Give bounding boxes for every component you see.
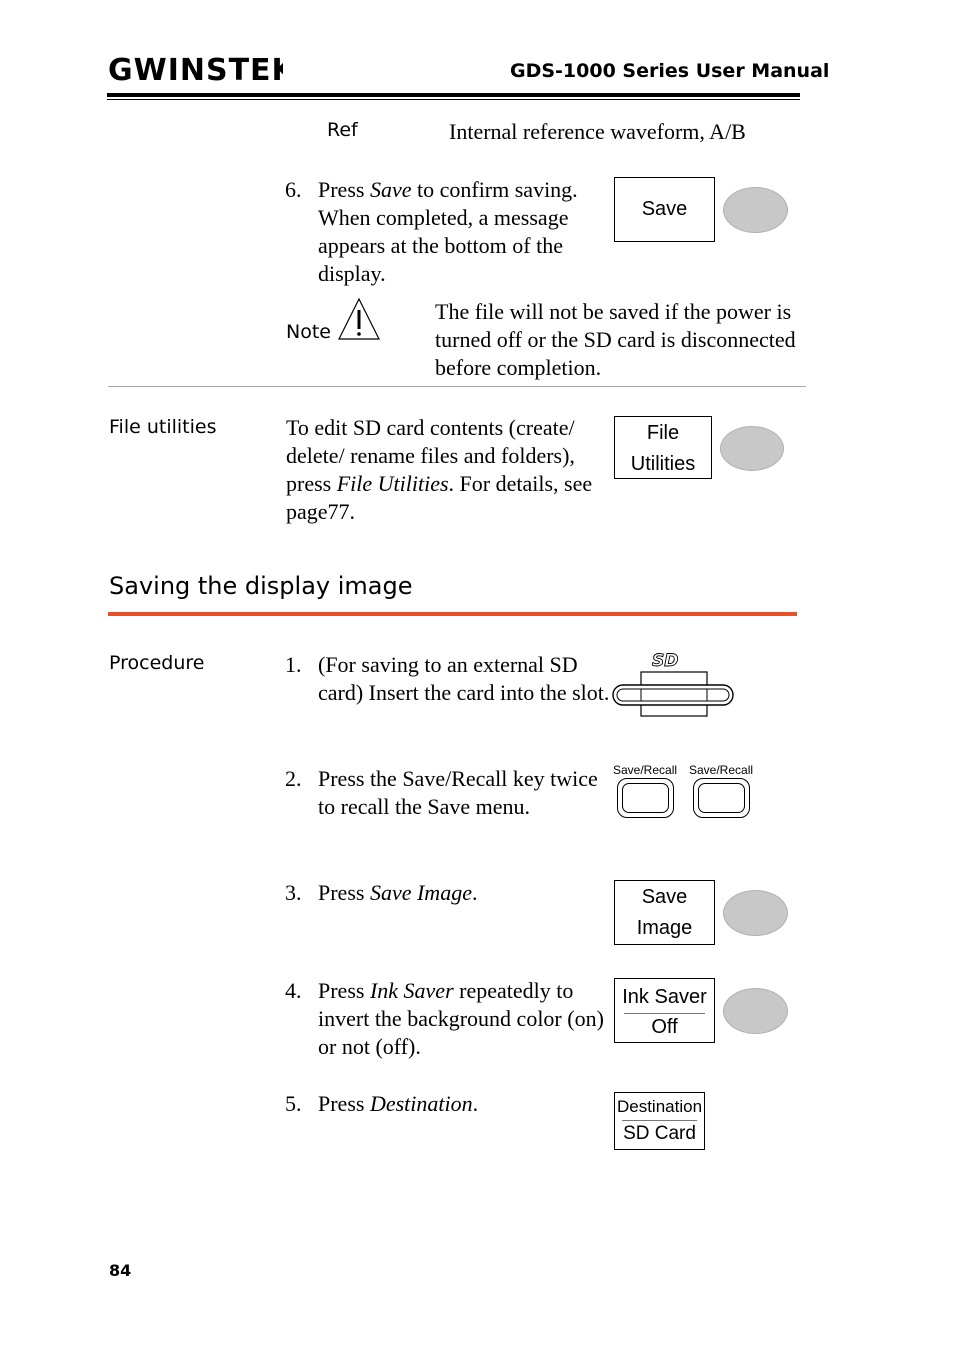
header-rule-thin [107, 99, 800, 100]
file-utilities-softkey-label: File Utilities [614, 416, 712, 479]
ink-saver-softkey-label: Ink Saver Off [614, 978, 715, 1043]
softkey-separator [622, 1120, 697, 1121]
svg-text:SD: SD [652, 651, 679, 671]
destination-softkey-label: Destination SD Card [614, 1092, 705, 1150]
step-number: 2. [285, 766, 302, 791]
ref-label: Ref [327, 119, 358, 141]
file-utilities-label: File utilities [109, 416, 217, 438]
step-text: (For saving to an external SD card) Insert the card into the slot. [318, 652, 610, 705]
save-softkey-button[interactable] [723, 187, 788, 233]
file-utilities-text: To edit SD card contents (create/ delete/ rename files and folders), press File Utilities. For details, see page77. [286, 415, 593, 524]
page-number: 84 [109, 1261, 132, 1280]
save-recall-key-label-1: Save/Recall [613, 763, 678, 777]
warning-icon [337, 297, 381, 341]
save-softkey-label: Save [614, 177, 715, 242]
brand-logo [108, 52, 283, 84]
step-text: Press the Save/Recall key twice to recall the Save menu. [318, 766, 598, 819]
save-image-softkey-button[interactable] [723, 890, 788, 936]
ink-saver-softkey-button[interactable] [723, 988, 788, 1034]
save-recall-key-2[interactable] [693, 778, 750, 818]
save-recall-key-1[interactable] [617, 778, 674, 818]
step-text: Press Save to confirm saving. When completed, a message appears at the bottom of the display. [318, 177, 578, 286]
procedure-label: Procedure [109, 652, 205, 674]
sd-card-slot-icon [610, 648, 736, 720]
note-label: Note [286, 321, 331, 343]
svg-text:GWINSTEK: GWINSTEK [108, 53, 283, 84]
ref-description: Internal reference waveform, A/B [449, 119, 746, 144]
step-number: 6. [285, 177, 302, 202]
step-number: 3. [285, 880, 302, 905]
header-rule-thick [107, 93, 800, 97]
section-title: Saving the display image [109, 572, 413, 600]
save-recall-key-label-2: Save/Recall [689, 763, 754, 777]
step-text: Press Destination. [318, 1091, 479, 1116]
section-title-rule [108, 612, 797, 616]
save-image-softkey-label: Save Image [614, 880, 715, 945]
step-text: Press Ink Saver repeatedly to invert the background color (on) or not (off). [318, 978, 604, 1059]
step-number: 4. [285, 978, 302, 1003]
note-text: The file will not be saved if the power is turned off or the SD card is disconnected before completion. [435, 299, 796, 380]
step-number: 5. [285, 1091, 302, 1116]
step-text: Press Save Image. [318, 880, 478, 905]
step-number: 1. [285, 652, 302, 677]
gwinstek-logo-icon [108, 52, 283, 84]
file-utilities-softkey-button[interactable] [720, 426, 784, 471]
manual-title: GDS-1000 Series User Manual [510, 60, 830, 82]
section-divider [108, 386, 806, 387]
